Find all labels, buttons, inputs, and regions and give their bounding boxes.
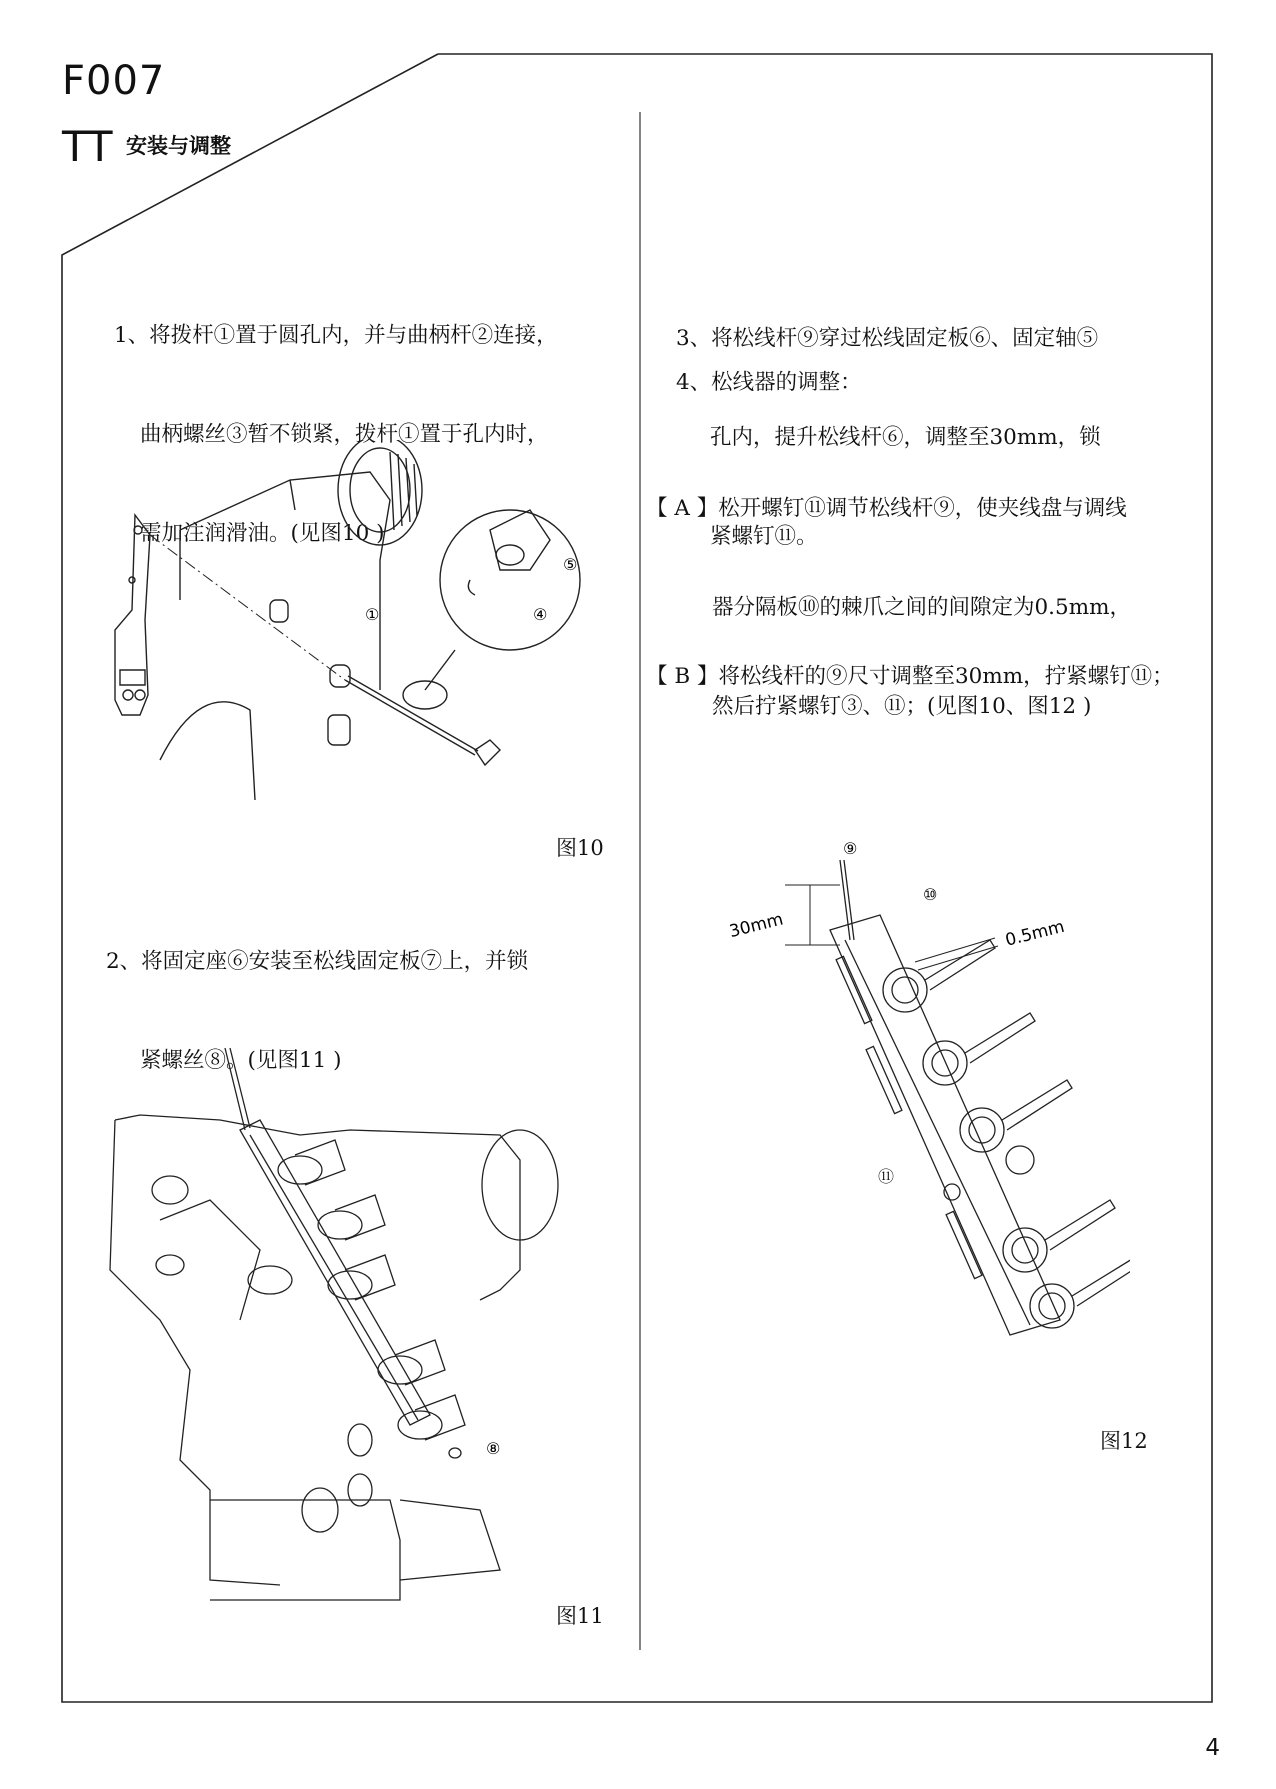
fig11-label-8-bottom: ⑧: [486, 1439, 501, 1458]
fig12-label-9: ⑨: [843, 839, 858, 858]
fig12-label-0.5mm: 0.5mm: [1003, 916, 1067, 951]
step2-text: 2、将固定座⑥安装至松线固定板⑦上，并锁 紧螺丝⑧。(见图11 ): [106, 949, 529, 1073]
figure-10-drawing: [80, 440, 640, 840]
figure-10: [80, 440, 640, 840]
series-title: TT: [62, 122, 113, 171]
step1-text: 1、将拨杆①置于圆孔内，并与曲柄杆②连接， 曲柄螺丝③暂不锁紧，拨杆①置于孔内时， 需加注润滑油。(见图10 ): [114, 323, 558, 546]
page-number: 4: [1205, 1735, 1220, 1761]
fig10-label-4: ④: [533, 605, 548, 624]
step3-text: 3、将松线杆⑨穿过松线固定板⑥、固定轴⑤ 孔内，提升松线杆⑥，调整至30mm，锁 紧螺钉⑪。: [676, 326, 1101, 549]
fig12-label-11: ⑪: [878, 1167, 895, 1186]
section-title: 安装与调整: [126, 134, 231, 158]
itemB-text: 【 B 】将松线杆的⑨尺寸调整至30mm，拧紧螺钉⑪；: [646, 664, 1174, 689]
fig12-label-30mm: 30mm: [730, 909, 786, 943]
figure-11-drawing: [100, 1020, 620, 1610]
fig12-caption: 图12: [1100, 1429, 1148, 1453]
fig10-label-5: ⑤: [563, 555, 578, 574]
figure-12-drawing: [730, 830, 1130, 1390]
figure-12: [730, 830, 1130, 1390]
model-title: F007: [62, 58, 166, 104]
step4-heading: 4、松线器的调整：: [676, 370, 862, 395]
itemA-text: 【 A 】松开螺钉⑪调节松线杆⑨，使夹线盘与调线 器分隔板⑩的棘爪之间的间隙定为0.5mm， 然后拧紧螺钉③、⑪；(见图10、图12 ): [646, 496, 1131, 719]
fig11-caption: 图11: [556, 1604, 604, 1628]
fig10-label-1: ①: [365, 605, 380, 624]
fig12-label-10: ⑩: [923, 885, 938, 904]
fig10-caption: 图10: [556, 836, 604, 860]
figure-11: [100, 1020, 620, 1610]
